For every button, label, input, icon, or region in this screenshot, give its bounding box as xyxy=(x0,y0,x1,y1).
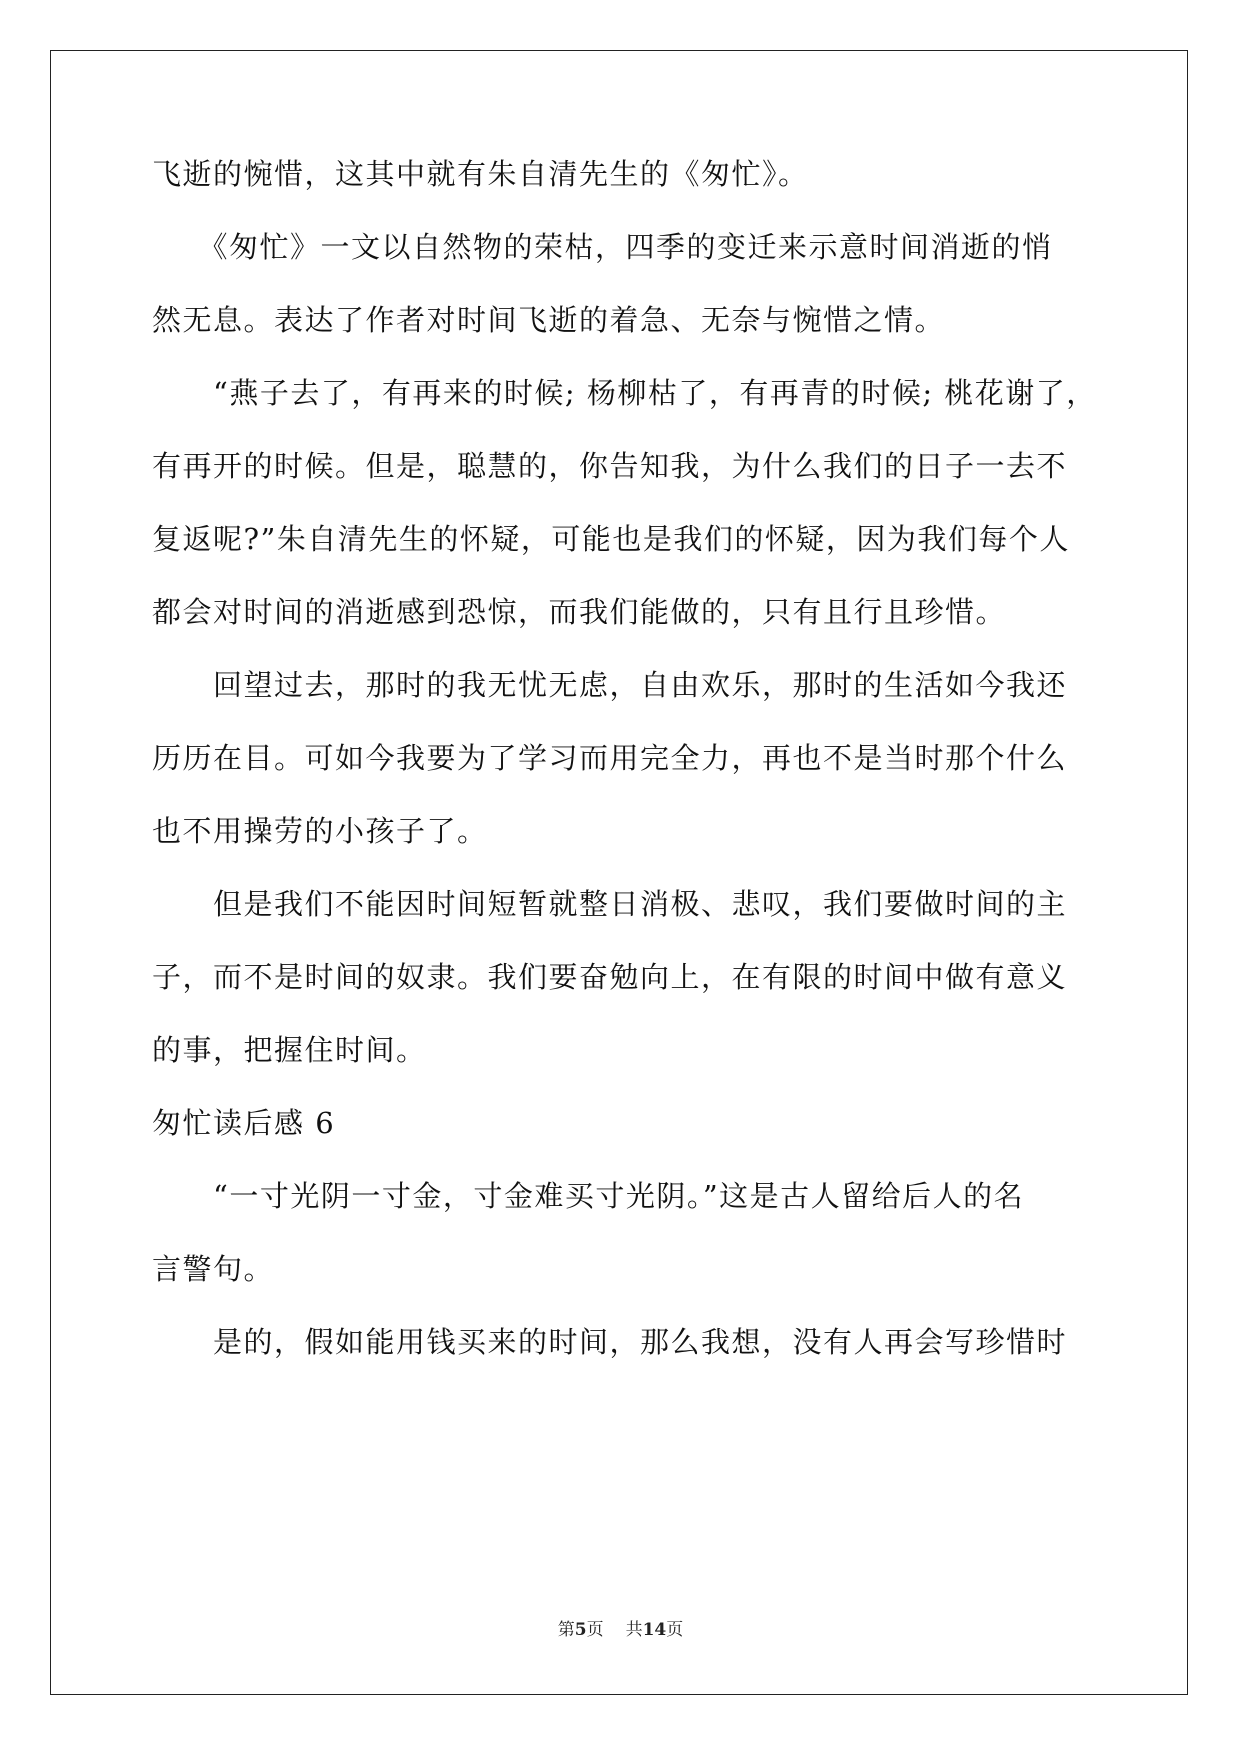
text-line: 然无息。表达了作者对时间飞逝的着急、无奈与惋惜之情。 xyxy=(152,303,946,337)
text-line: 子，而不是时间的奴隶。我们要奋勉向上，在有限的时间中做有意义 xyxy=(152,960,1068,994)
text-line: 的事，把握住时间。 xyxy=(152,1033,427,1067)
text-line: 《匆忙》一文以自然物的荣枯，四季的变迁来示意时间消逝的悄 xyxy=(152,230,1053,264)
text-line: 都会对时间的消逝感到恐惊，而我们能做的，只有且行且珍惜。 xyxy=(152,595,1007,629)
text-line: “一寸光阴一寸金，寸金难买寸光阴。”这是古人留给后人的名 xyxy=(152,1179,1025,1213)
text-line: 但是我们不能因时间短暂就整日消极、悲叹，我们要做时间的主 xyxy=(152,887,1068,921)
section-heading: 匆忙读后感 6 xyxy=(152,1106,336,1140)
page-border xyxy=(50,50,1188,1695)
page-footer xyxy=(0,1618,1241,1642)
text-line: 飞逝的惋惜，这其中就有朱自清先生的《匆忙》。 xyxy=(152,157,809,191)
text-line: 回望过去，那时的我无忧无虑，自由欢乐，那时的生活如今我还 xyxy=(152,668,1068,702)
text-line: “燕子去了，有再来的时候; 杨柳枯了，有再青的时候; 桃花谢了， xyxy=(152,376,1097,410)
text-line: 是的，假如能用钱买来的时间，那么我想，没有人再会写珍惜时 xyxy=(152,1325,1068,1359)
text-line: 复返呢?”朱自清先生的怀疑，可能也是我们的怀疑，因为我们每个人 xyxy=(152,522,1070,556)
page-number: 第5页 xyxy=(557,1620,604,1640)
text-line: 有再开的时候。但是，聪慧的，你告知我，为什么我们的日子一去不 xyxy=(152,449,1068,483)
total-pages: 共14页 xyxy=(625,1620,684,1640)
text-line: 言警句。 xyxy=(152,1252,275,1286)
text-line: 历历在目。可如今我要为了学习而用完全力，再也不是当时那个什么 xyxy=(152,741,1068,775)
text-line: 也不用操劳的小孩子了。 xyxy=(152,814,488,848)
